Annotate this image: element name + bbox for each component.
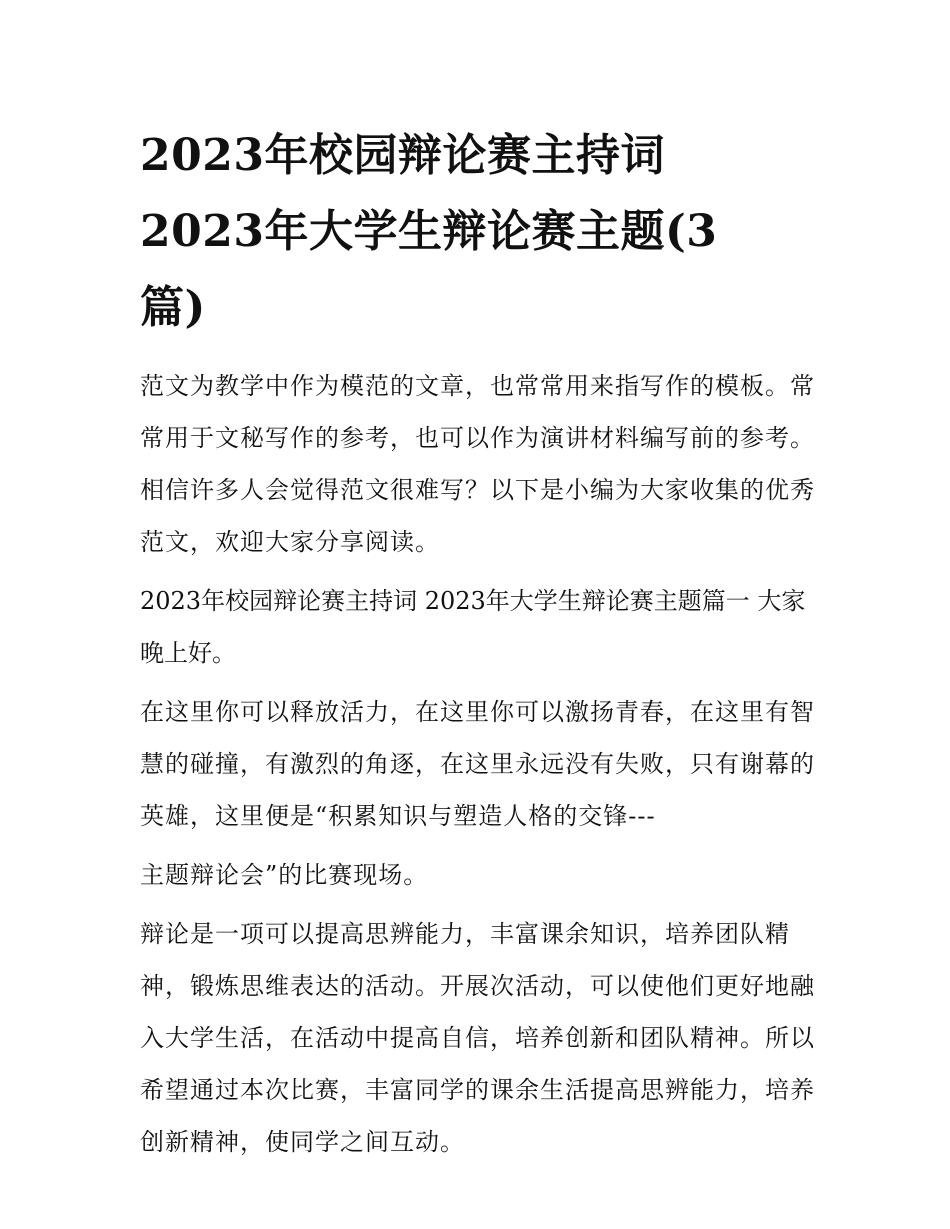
document-page	[140, 118, 820, 1175]
document-body	[140, 360, 820, 1168]
greeting-paragraph: 2023年校园辩论赛主持词 2023年大学生辩论赛主题篇一 大家晚上好。	[140, 587, 806, 667]
title-line-2: 2023年大学生辩论赛主题(3	[140, 206, 718, 257]
intro-paragraph: 范文为教学中作为模范的文章，也常常用来指写作的模板。常常用于文秘写作的参考，也可以作为演讲材料编写前的参考。相信许多人会觉得范文很难写？以下是小编为大家收集的优秀范文，欢迎大家分享阅读。	[140, 372, 815, 556]
venue-paragraph: 主题辩论会”的比赛现场。	[140, 861, 429, 889]
title-line-3: 篇)	[140, 282, 206, 333]
title-line-1: 2023年校园辩论赛主持词	[140, 130, 665, 181]
purpose-paragraph: 辩论是一项可以提高思辨能力，丰富课余知识，培养团队精神，锻炼思维表达的活动。开展次活动，可以使他们更好地融入大学生活，在活动中提高自信，培养创新和团队精神。所以希望通过本次比赛，丰富同学的课余生活提高思辨能力，培养创新精神，使同学之间互动。	[140, 920, 815, 1156]
opening-paragraph: 在这里你可以释放活力，在这里你可以激扬青春，在这里有智慧的碰撞，有激烈的角逐，在这里永远没有失败，只有谢幕的英雄，这里便是“积累知识与塑造人格的交锋---	[140, 698, 815, 830]
document-title	[140, 118, 820, 346]
